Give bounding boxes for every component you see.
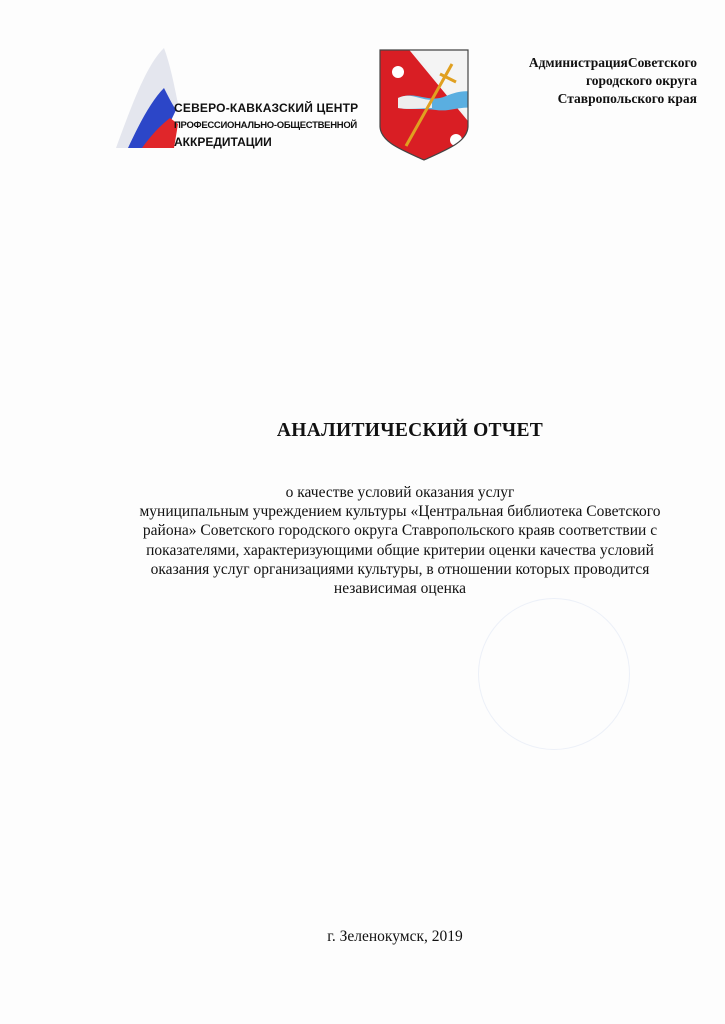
subtitle-line: района» Советского городского округа Ставропольского краяв соответствии с: [142, 522, 658, 540]
subtitle-line: о качестве условий оказания услуг: [285, 484, 515, 501]
subtitle-line: независимая оценка: [333, 580, 467, 598]
subtitle-line: муниципальным учреждением культуры «Центральная библиотека Советского: [139, 503, 661, 521]
logo-line-3: АККРЕДИТАЦИИ: [174, 135, 272, 149]
report-subtitle: [90, 483, 710, 598]
logo-line-2: ПРОФЕССИОНАЛЬНО-ОБЩЕСТВЕННОЙ: [174, 120, 357, 131]
report-title: АНАЛИТИЧЕСКИЙ ОТЧЕТ: [276, 420, 544, 441]
admin-line-2: городского округа: [586, 73, 697, 88]
coat-of-arms: [376, 46, 472, 164]
subtitle-line: оказания услуг организациями культуры, в отношении которых проводится: [150, 560, 650, 578]
place-and-year: г. Зеленокумск, 2019: [327, 928, 463, 945]
administration-header: [529, 54, 697, 108]
subtitle-line: показателями, характеризующими общие критерии оценки качества условий: [146, 541, 654, 559]
logo-line-1: СЕВЕРО-КАВКАЗСКИЙ ЦЕНТР: [174, 101, 359, 115]
faint-stamp: [478, 598, 630, 750]
accreditation-center-logo: [112, 44, 362, 154]
admin-line-3: Ставропольского края: [557, 91, 697, 106]
logo-flag-icon: [112, 44, 182, 154]
coat-of-arms-icon: [376, 46, 472, 164]
admin-line-1: АдминистрацияСоветского: [528, 55, 697, 70]
